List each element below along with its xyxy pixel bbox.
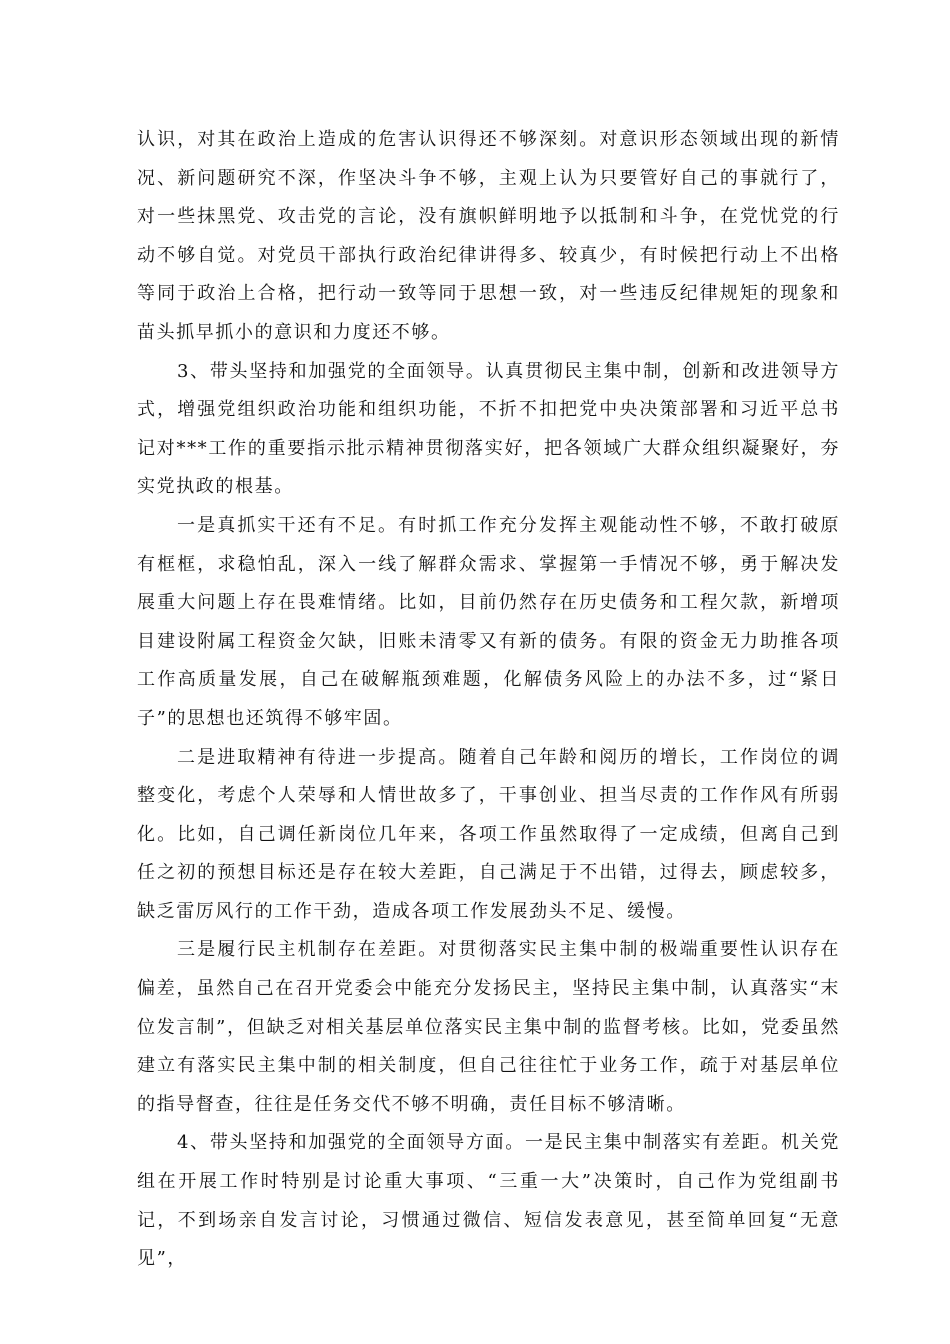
paragraph-point-3: 三是履行民主机制存在差距。对贯彻落实民主集中制的极端重要性认识存在偏差，虽然自己在召开党委会中能充分发扬民主，坚持民主集中制，认真落实“末位发言制”，但缺乏对相关基层单位落实民主集中制的监督考核。比如，党委虽然建立有落实民主集中制的相关制度，但自己往往忙于业务工作，疏于对基层单位的指导督查，往往是任务交代不够不明确，责任目标不够清晰。: [137, 939, 840, 1115]
paragraph-section-4: 4、带头坚持和加强党的全面领导方面。一是民主集中制落实有差距。机关党组在开展工作时特别是讨论重大事项、“三重一大”决策时，自己作为党组副书记，不到场亲自发言讨论，习惯通过微信、短信发表意见，甚至简单回复“无意见”，: [137, 1132, 840, 1270]
paragraph-continued: 认识，对其在政治上造成的危害认识得还不够深刻。对意识形态领域出现的新情况、新问题研究不深，作坚决斗争不够，主观上认为只要管好自己的事就行了，对一些抹黑党、攻击党的言论，没有旗帜鲜明地予以抵制和斗争，在党忧党的行动不够自觉。对党员干部执行政治纪律讲得多、较真少，有时候把行动上不出格等同于政治上合格，把行动一致等同于思想一致，对一些违反纪律规矩的现象和苗头抓早抓小的意识和力度还不够。: [137, 129, 840, 343]
document-body: [137, 121, 840, 1279]
paragraph-point-1: 一是真抓实干还有不足。有时抓工作充分发挥主观能动性不够，不敢打破原有框框，求稳怕乱，深入一线了解群众需求、掌握第一手情况不够，勇于解决发展重大问题上存在畏难情绪。比如，目前仍然存在历史债务和工程欠款，新增项目建设附属工程资金欠缺，旧账未清零又有新的债务。有限的资金无力助推各项工作高质量发展，自己在破解瓶颈难题，化解债务风险上的办法不多，过“紧日子”的思想也还筑得不够牢固。: [137, 514, 840, 729]
paragraph-point-2: 二是进取精神有待进一步提高。随着自己年龄和阅历的增长，工作岗位的调整变化，考虑个人荣辱和人情世故多了，干事创业、担当尽责的工作作风有所弱化。比如，自己调任新岗位几年来，各项工作虽然取得了一定成绩，但离自己到任之初的预想目标还是存在较大差距，自己满足于不出错，过得去，顾虑较多，缺乏雷厉风行的工作干劲，造成各项工作发展劲头不足、缓慢。: [137, 746, 840, 922]
paragraph-section-3: 3、带头坚持和加强党的全面领导。认真贯彻民主集中制，创新和改进领导方式，增强党组织政治功能和组织功能，不折不扣把党中央决策部署和习近平总书记对***工作的重要指示批示精神贯彻落实好，把各领域广大群众组织凝聚好，夯实党执政的根基。: [137, 360, 840, 498]
